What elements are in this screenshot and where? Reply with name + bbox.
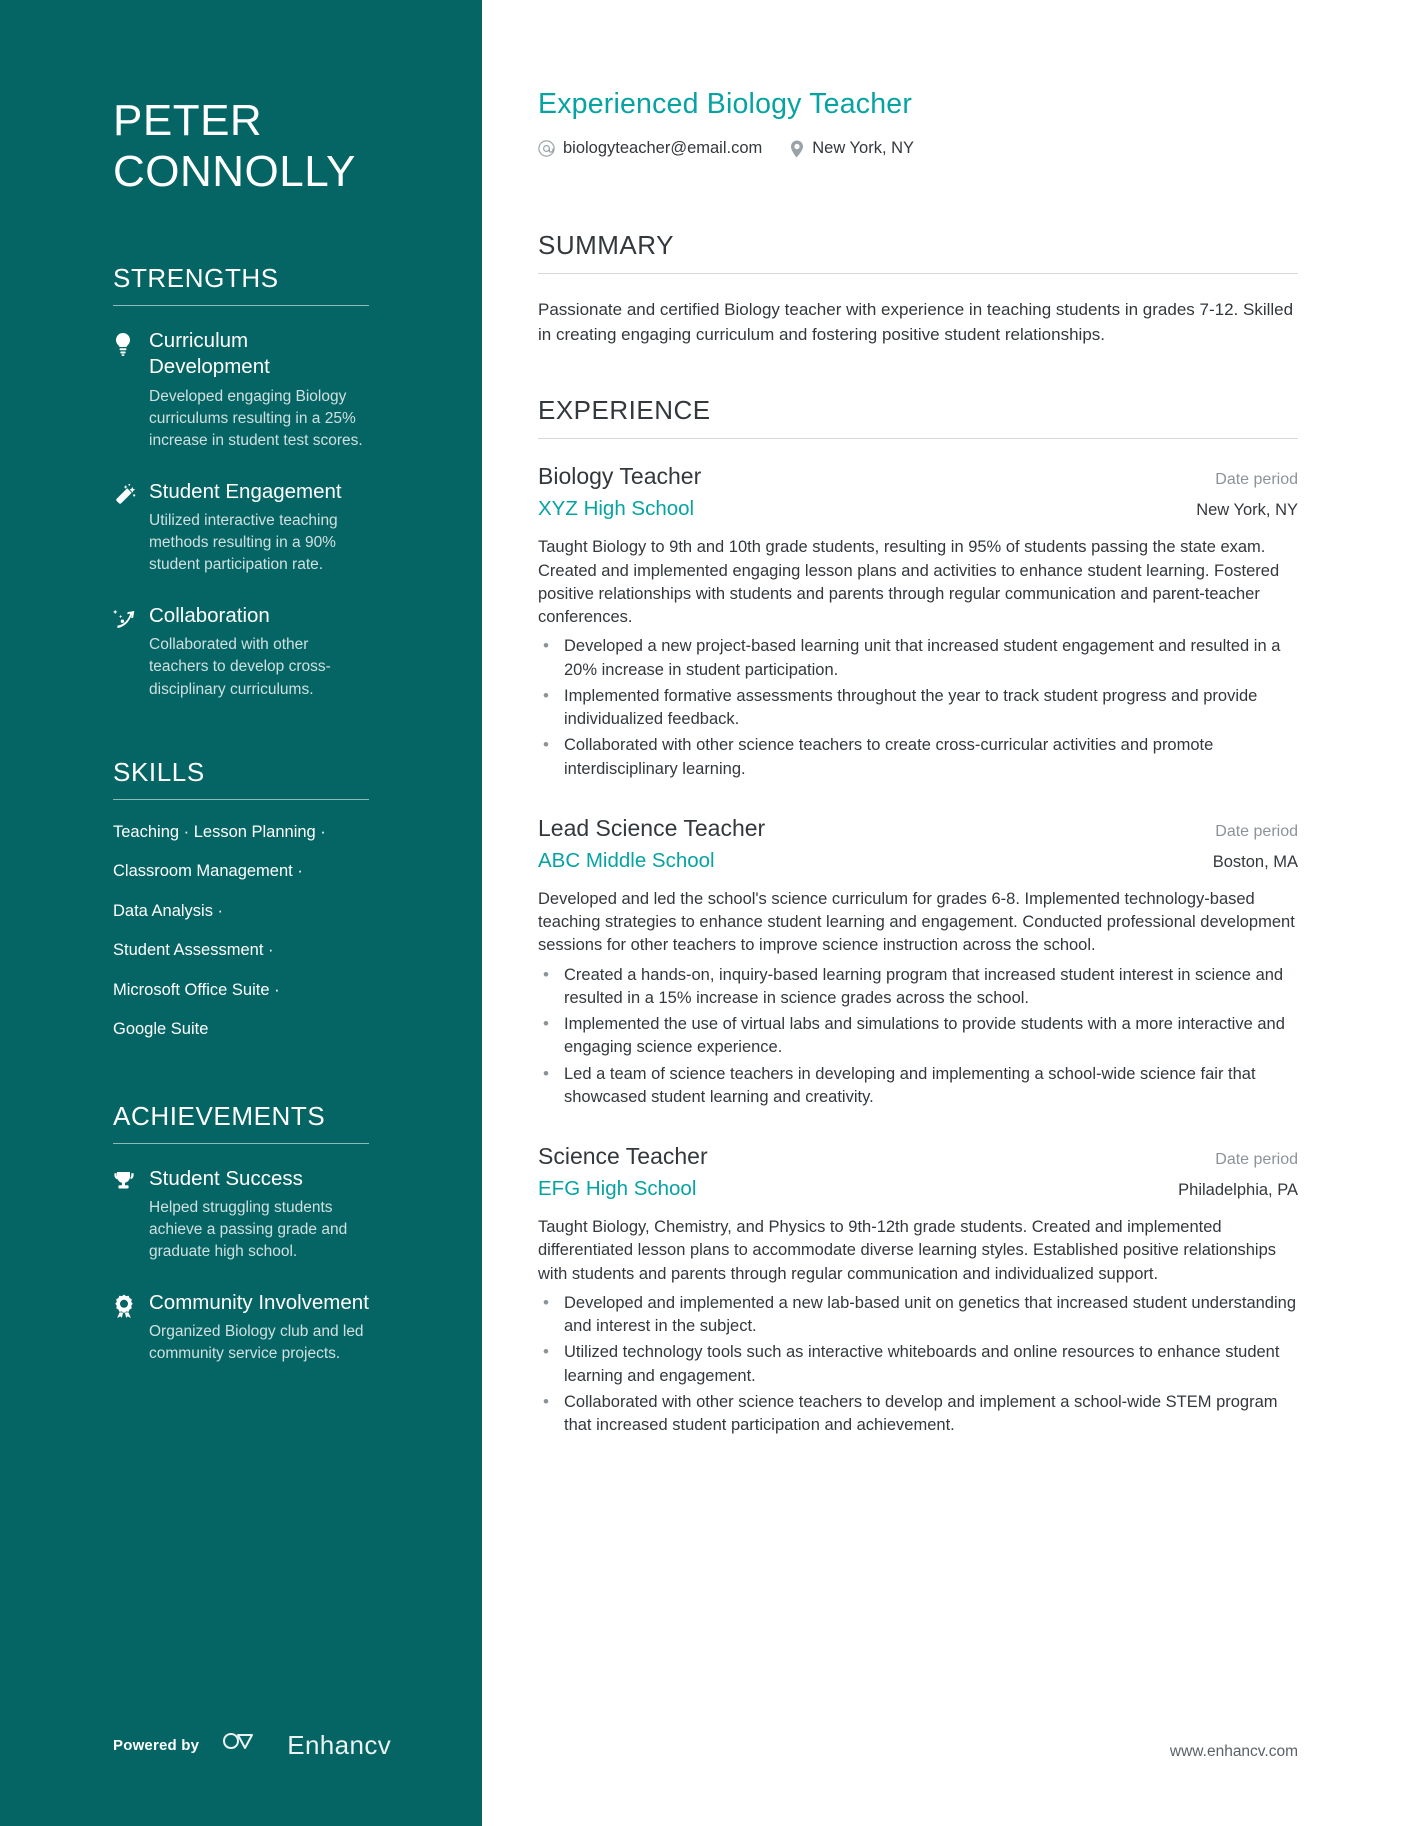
skill-line: Data Analysis ·	[113, 901, 224, 920]
award-ribbon-icon	[113, 1290, 149, 1366]
experience-entry-subheader	[538, 497, 1298, 521]
strength-item	[113, 328, 369, 452]
contact-email-value: biologyteacher@email.com	[563, 139, 763, 157]
experience-section-title: EXPERIENCE	[538, 395, 711, 426]
spacer	[113, 1059, 369, 1101]
job-bullet: • Collaborated with other science teachers to develop and implement a school-wide STEM program that increased student participation and achievement.	[538, 1391, 1298, 1438]
strength-item	[113, 479, 369, 577]
strength-description: Collaborated with other teachers to develop cross-disciplinary curriculums.	[149, 636, 331, 698]
experience-entry-header	[538, 1143, 1298, 1170]
summary-section	[538, 230, 1298, 347]
sparkle-arrow-icon	[113, 603, 149, 701]
candidate-name	[113, 96, 369, 197]
achievement-item	[113, 1290, 369, 1366]
experience-entry-header	[538, 815, 1298, 842]
job-description: Taught Biology, Chemistry, and Physics to 9th-12th grade students. Created and implemented differentiated lesson plans to accommodate diverse learning styles. Established positive relationships with students and parents through regular communication and individualized support.	[538, 1218, 1277, 1283]
job-description: Developed and led the school's science curriculum for grades 6-8. Implemented technology-based teaching strategies to enhance student learning and engagement. Conducted professional development sessions for other teachers to improve science instruction across the school.	[538, 889, 1295, 955]
skills-section	[113, 757, 369, 1041]
section-divider	[538, 273, 1298, 274]
strength-item	[113, 603, 369, 701]
achievement-item	[113, 1166, 369, 1264]
sidebar	[0, 0, 482, 1826]
strength-title: Curriculum Development	[149, 329, 270, 379]
skill-line: Microsoft Office Suite ·	[113, 980, 280, 999]
job-bullet: • Created a hands-on, inquiry-based learning program that increased student interest in science and resulted in a 15% increase in science grades across the school.	[538, 964, 1298, 1011]
skill-line: Student Assessment ·	[113, 941, 274, 960]
skill-line: Google Suite	[113, 1020, 209, 1039]
summary-section-title: SUMMARY	[538, 230, 674, 260]
job-title: Lead Science Teacher	[538, 814, 766, 841]
achievement-title: Student Success	[149, 1166, 303, 1190]
strength-description: Developed engaging Biology curriculums resulting in a 25% increase in student test scores.	[149, 387, 363, 450]
strength-title: Collaboration	[149, 603, 270, 627]
experience-entry	[538, 815, 1298, 1109]
job-description: Taught Biology to 9th and 10th grade students, resulting in 95% of students passing the state exam. Created and implemented engaging lesson plans and activities to enhance student learning. Fostered positive relationships with students and parents through regular communication and parent-teacher conferences.	[538, 538, 1280, 627]
candidate-last-name: CONNOLLY	[113, 146, 356, 196]
strengths-section	[113, 263, 369, 701]
strength-title: Student Engagement	[149, 479, 342, 503]
strength-description: Utilized interactive teaching methods resulting in a 90% student participation rate.	[149, 511, 338, 574]
job-location: Boston, MA	[1212, 852, 1298, 871]
job-company: EFG High School	[538, 1177, 697, 1201]
lightbulb-icon	[113, 328, 149, 452]
professional-headline: Experienced Biology Teacher	[538, 88, 913, 120]
section-divider	[113, 1143, 369, 1144]
job-bullet: • Implemented the use of virtual labs and simulations to provide students with a more interactive and engaging science experience.	[538, 1013, 1298, 1060]
job-bullet: • Collaborated with other science teachers to create cross-curricular activities and promote interdisciplinary learning.	[538, 734, 1298, 781]
job-title: Science Teacher	[538, 1143, 708, 1170]
skill-line: Teaching · Lesson Planning ·	[113, 822, 326, 841]
spacer	[113, 727, 369, 757]
job-bullet-list	[538, 964, 1298, 1110]
summary-text: Passionate and certified Biology teacher with experience in teaching students in grades 7-12. Skilled in creating engaging curriculum and fostering positive student relationships.	[538, 300, 1294, 344]
job-date-period: Date period	[1215, 822, 1298, 840]
main-content	[482, 0, 1410, 1826]
strengths-section-title: STRENGTHS	[113, 263, 279, 294]
powered-by-footer	[113, 1730, 391, 1761]
job-bullet: • Led a team of science teachers in developing and implementing a school-wide science fair that showcased student learning and creativity.	[538, 1063, 1298, 1110]
job-company: XYZ High School	[538, 497, 695, 521]
enhancv-brand-name: Enhancv	[287, 1730, 392, 1760]
achievement-description: Helped struggling students achieve a passing grade and graduate high school.	[149, 1198, 348, 1261]
section-divider	[113, 305, 369, 306]
trophy-icon	[113, 1166, 149, 1264]
job-bullet: • Developed and implemented a new lab-based unit on genetics that increased student understanding and interest in the subject.	[538, 1292, 1298, 1339]
achievements-section	[113, 1101, 369, 1366]
experience-entry-header	[538, 463, 1298, 490]
map-pin-icon	[790, 140, 804, 158]
job-bullet: • Utilized technology tools such as interactive whiteboards and online resources to enhance student learning and engagement.	[538, 1341, 1298, 1388]
achievement-title: Community Involvement	[149, 1290, 369, 1314]
section-divider	[538, 438, 1298, 439]
candidate-first-name: PETER	[113, 96, 263, 145]
at-sign-icon	[538, 140, 555, 157]
experience-entry-subheader	[538, 849, 1298, 873]
job-company: ABC Middle School	[538, 848, 715, 872]
achievements-section-title: ACHIEVEMENTS	[113, 1100, 326, 1131]
experience-entry	[538, 1143, 1298, 1437]
job-title: Biology Teacher	[538, 463, 702, 490]
job-date-period: Date period	[1215, 471, 1298, 489]
job-bullet-list	[538, 1292, 1298, 1438]
enhancv-logo-icon	[221, 1730, 275, 1761]
contact-row	[538, 139, 1298, 158]
skill-line: Classroom Management ·	[113, 862, 303, 881]
contact-location-value: New York, NY	[812, 139, 915, 157]
experience-section	[538, 395, 1298, 1437]
website-footer[interactable]: www.enhancv.com	[1169, 1743, 1298, 1760]
job-bullet: • Implemented formative assessments throughout the year to track student progress and provide individualized feedback.	[538, 685, 1298, 732]
experience-entry-subheader	[538, 1177, 1298, 1201]
job-location: New York, NY	[1196, 501, 1298, 520]
job-location: Philadelphia, PA	[1178, 1181, 1298, 1200]
skills-section-title: SKILLS	[113, 756, 205, 787]
job-bullet-list	[538, 635, 1298, 781]
job-date-period: Date period	[1215, 1151, 1298, 1169]
contact-location	[790, 139, 914, 158]
experience-entry	[538, 463, 1298, 781]
achievement-description: Organized Biology club and led community service projects.	[149, 1322, 364, 1363]
enhancv-brand	[221, 1730, 391, 1761]
magic-wand-icon	[113, 479, 149, 577]
section-divider	[113, 799, 369, 800]
powered-by-label: Powered by	[113, 1737, 200, 1754]
job-bullet: • Developed a new project-based learning unit that increased student engagement and resulted in a 20% increase in student participation.	[538, 635, 1298, 682]
contact-email[interactable]	[538, 139, 762, 158]
